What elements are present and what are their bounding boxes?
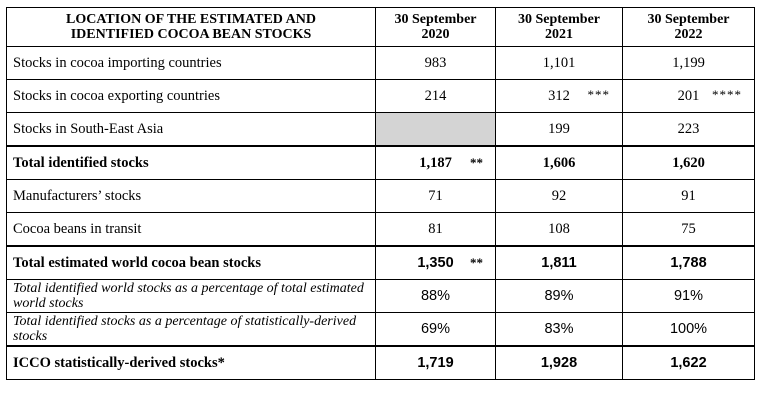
cell-2021: 1,811 [496, 246, 623, 280]
header-2022: 30 September 2022 [623, 8, 755, 47]
total-row [7, 146, 755, 180]
row-label: Total identified stocks [7, 146, 376, 180]
row-label: Stocks in cocoa importing countries [7, 47, 376, 80]
row-label: Stocks in South-East Asia [7, 113, 376, 147]
cell-2021: 1,606 [496, 146, 623, 180]
row-label: Stocks in cocoa exporting countries [7, 80, 376, 113]
percentage-row [7, 280, 755, 313]
footnote-marker: **** [712, 87, 742, 102]
cell-value: 1,350 [417, 255, 454, 271]
cell-2022: 100% [623, 313, 755, 347]
percentage-row [7, 313, 755, 347]
cell-value: 1,187 [419, 154, 452, 171]
cell-2020 [376, 246, 496, 280]
table-row [7, 213, 755, 247]
cell-2020: 983 [376, 47, 496, 80]
cell-2022: 75 [623, 213, 755, 247]
row-label: Total estimated world cocoa bean stocks [7, 246, 376, 280]
table-row [7, 113, 755, 147]
cell-2020: 69% [376, 313, 496, 347]
cell-2021: 108 [496, 213, 623, 247]
shaded-empty-cell [376, 113, 496, 147]
cell-2020: 214 [376, 80, 496, 113]
row-label: Total identified stocks as a percentage of statistically-derived stocks [7, 313, 376, 347]
cell-2022: 1,622 [623, 346, 755, 380]
row-label: Manufacturers’ stocks [7, 180, 376, 213]
cell-2021: 1,928 [496, 346, 623, 380]
cell-2022: 1,620 [623, 146, 755, 180]
cell-2020: 1,719 [376, 346, 496, 380]
table-row [7, 180, 755, 213]
cell-2022: 1,199 [623, 47, 755, 80]
footnote-marker: ** [470, 155, 483, 170]
cell-2021 [496, 80, 623, 113]
cell-2022 [623, 80, 755, 113]
row-label: Cocoa beans in transit [7, 213, 376, 247]
cell-2020: 71 [376, 180, 496, 213]
table-row [7, 47, 755, 80]
header-2020: 30 September 2020 [376, 8, 496, 47]
cell-value: 201 [677, 87, 700, 104]
table-row [7, 80, 755, 113]
cell-2020: 81 [376, 213, 496, 247]
cell-2022: 91 [623, 180, 755, 213]
header-location: LOCATION OF THE ESTIMATED AND IDENTIFIED COCOA BEAN STOCKS [7, 8, 376, 47]
cell-2022: 91% [623, 280, 755, 313]
cell-2020: 88% [376, 280, 496, 313]
footnote-marker: *** [587, 87, 610, 102]
cell-2022: 1,788 [623, 246, 755, 280]
cell-2021: 83% [496, 313, 623, 347]
total-row [7, 246, 755, 280]
header-2021: 30 September 2021 [496, 8, 623, 47]
cell-2021: 92 [496, 180, 623, 213]
cell-value: 312 [548, 87, 570, 104]
header-row [7, 8, 755, 47]
total-row [7, 346, 755, 380]
cell-2021: 199 [496, 113, 623, 147]
cell-2021: 1,101 [496, 47, 623, 80]
cell-2021: 89% [496, 280, 623, 313]
row-label: Total identified world stocks as a percentage of total estimated world stocks [7, 280, 376, 313]
cell-2022: 223 [623, 113, 755, 147]
cell-2020 [376, 146, 496, 180]
row-label: ICCO statistically-derived stocks* [7, 346, 376, 380]
cocoa-stocks-table [6, 7, 755, 380]
footnote-marker: ** [470, 255, 483, 270]
